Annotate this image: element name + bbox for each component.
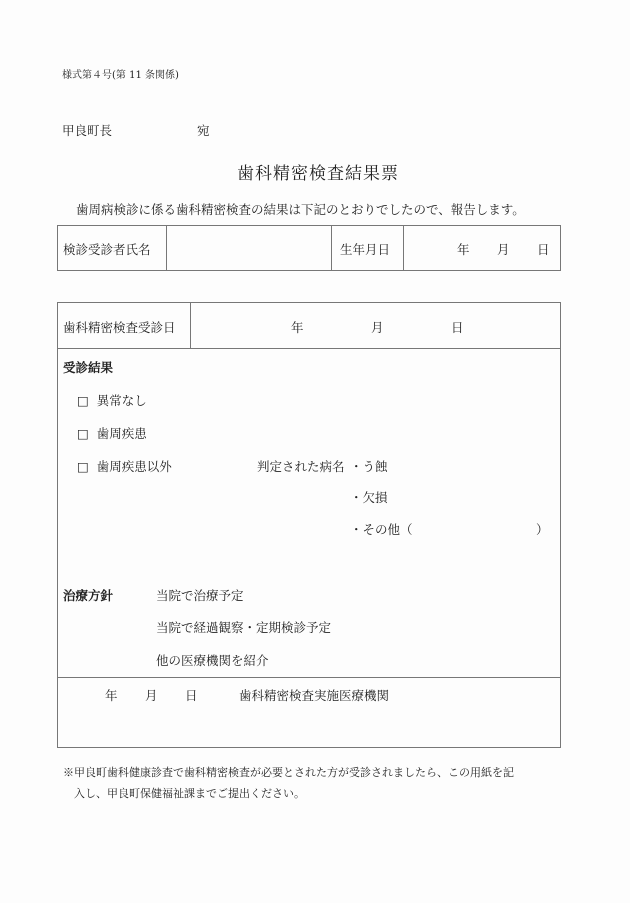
diagnosis-other-field[interactable] [420,516,530,538]
result-label: 歯周疾患以外 [96,459,172,474]
result-option-periodontal[interactable] [77,424,147,442]
diagnosis-missing: ・欠損 [350,490,388,505]
addressee: 甲良町長 [62,123,113,138]
exam-day[interactable]: 日 [451,320,464,335]
dob-month[interactable]: 月 [497,242,510,257]
exam-year[interactable]: 年 [291,320,304,335]
dob-day[interactable]: 日 [537,242,550,257]
checkbox-icon[interactable]: □ [77,426,89,441]
form-number: 様式第４号(第 11 条関係) [62,70,179,81]
divider [403,225,404,271]
treatment-option[interactable]: 他の医療機関を紹介 [156,653,269,668]
result-label: 異常なし [96,393,147,408]
page-title: 歯科精密検査結果票 [237,164,399,184]
divider [57,348,561,349]
checkbox-icon[interactable]: □ [77,393,89,408]
note-line-2: 入し、甲良町保健福祉課までご提出ください。 [74,787,305,800]
divider [190,302,191,348]
result-option-normal[interactable] [77,391,147,409]
diagnosis-other: ・その他（ [350,522,413,537]
divider [166,225,167,271]
result-heading: 受診結果 [63,360,114,375]
divider [331,225,332,271]
diagnosis-other-close: ） [536,522,549,537]
checkbox-icon[interactable]: □ [77,459,89,474]
exam-date-label: 歯科精密検査受診日 [63,320,176,335]
diagnosis-label: 判定された病名 [257,459,345,474]
note-line-1: ※甲良町歯科健康診査で歯科精密検査が必要とされた方が受診されましたら、この用紙を記 [63,766,514,779]
name-label: 検診受診者氏名 [63,242,151,257]
institution-label: 歯科精密検査実施医療機関 [239,688,390,703]
name-field[interactable] [170,232,328,264]
footer-day[interactable]: 日 [185,688,198,703]
intro-text: 歯周病検診に係る歯科精密検査の結果は下記のとおりでしたので、報告します。 [76,202,525,217]
addressee-suffix: 宛 [197,123,210,138]
exam-month[interactable]: 月 [371,320,384,335]
dob-label: 生年月日 [340,242,391,257]
footer-year[interactable]: 年 [105,688,118,703]
dob-year[interactable]: 年 [457,242,470,257]
footer-month[interactable]: 月 [145,688,158,703]
treatment-heading: 治療方針 [63,588,114,603]
institution-field[interactable] [239,706,549,742]
result-option-other[interactable] [77,457,172,475]
diagnosis-caries: ・う蝕 [350,459,388,474]
treatment-option[interactable]: 当院で治療予定 [156,588,244,603]
treatment-option[interactable]: 当院で経過観察・定期検診予定 [156,620,332,635]
divider [57,677,561,678]
result-label: 歯周疾患 [96,426,147,441]
